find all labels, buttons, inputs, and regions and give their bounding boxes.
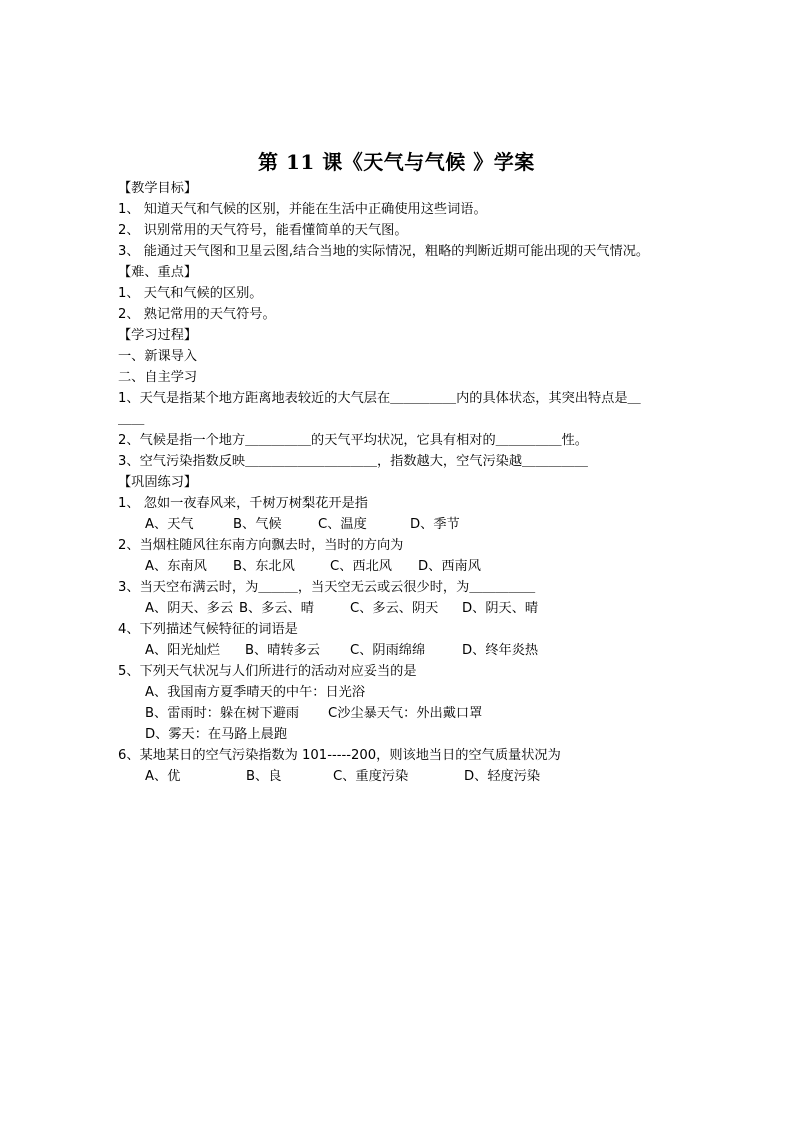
process-item: 二、自主学习 <box>118 370 198 385</box>
option: A、优 <box>145 769 181 784</box>
process-header: 【学习过程】 <box>118 328 198 343</box>
goals-header: 【教学目标】 <box>118 181 198 196</box>
key-item: 2、 熟记常用的天气符号。 <box>118 307 276 322</box>
question: 6、某地某日的空气污染指数为 101-----200，则该地当日的空气质量状况为 <box>118 748 561 763</box>
option: A、阴天、多云 <box>145 601 234 616</box>
option: B、晴转多云 <box>245 643 320 658</box>
option: C、多云、阴天 <box>350 601 439 616</box>
key-header: 【难、重点】 <box>118 265 198 280</box>
option: A、我国南方夏季晴天的中午：日光浴 <box>145 685 366 700</box>
page-title: 第 11 课《天气与气候 》学案 <box>258 150 535 174</box>
goal-item: 2、 识别常用的天气符号，能看懂简单的天气图。 <box>118 223 408 238</box>
option: C、重度污染 <box>333 769 409 784</box>
question: 3、当天空布满云时，为＿＿＿，当天空无云或云很少时，为＿＿＿＿＿ <box>118 580 536 595</box>
fill-item: 1、天气是指某个地方距离地表较近的大气层在＿＿＿＿＿内的具体状态，其突出特点是＿ <box>118 391 641 406</box>
option: C沙尘暴天气：外出戴口罩 <box>328 706 483 721</box>
option: C、西北风 <box>330 559 392 574</box>
question: 1、 忽如一夜春风来，千树万树梨花开是指 <box>118 496 368 511</box>
option: D、阴天、晴 <box>462 601 539 616</box>
option: D、轻度污染 <box>464 769 541 784</box>
question: 5、下列天气状况与人们所进行的活动对应妥当的是 <box>118 664 417 679</box>
option: A、阳光灿烂 <box>145 643 220 658</box>
goal-item: 1、 知道天气和气候的区别，并能在生活中正确使用这些词语。 <box>118 202 487 217</box>
option: D、季节 <box>410 517 460 532</box>
option: B、东北风 <box>233 559 295 574</box>
option: C、温度 <box>318 517 367 532</box>
option: B、雷雨时：躲在树下避雨 <box>145 706 300 721</box>
option: D、雾天：在马路上晨跑 <box>145 727 288 742</box>
option: D、终年炎热 <box>462 643 539 658</box>
fill-item: 3、空气污染指数反映＿＿＿＿＿＿＿＿＿＿，指数越大，空气污染越＿＿＿＿＿ <box>118 454 588 469</box>
option: B、良 <box>246 769 282 784</box>
option: C、阴雨绵绵 <box>350 643 426 658</box>
option: A、天气 <box>145 517 194 532</box>
option: D、西南风 <box>418 559 481 574</box>
fill-item: ＿＿ <box>118 412 145 427</box>
question: 4、下列描述气候特征的词语是 <box>118 622 298 637</box>
goal-item: 3、 能通过天气图和卫星云图,结合当地的实际情况，粗略的判断近期可能出现的天气情况。 <box>118 244 650 259</box>
fill-item: 2、气候是指一个地方＿＿＿＿＿的天气平均状况，它具有相对的＿＿＿＿＿性。 <box>118 433 588 448</box>
option: B、气候 <box>233 517 282 532</box>
option: A、东南风 <box>145 559 207 574</box>
practice-header: 【巩固练习】 <box>118 475 198 490</box>
question: 2、当烟柱随风往东南方向飘去时，当时的方向为 <box>118 538 404 553</box>
process-item: 一、新课导入 <box>118 349 198 364</box>
option: B、多云、晴 <box>239 601 314 616</box>
key-item: 1、 天气和气候的区别。 <box>118 286 263 301</box>
